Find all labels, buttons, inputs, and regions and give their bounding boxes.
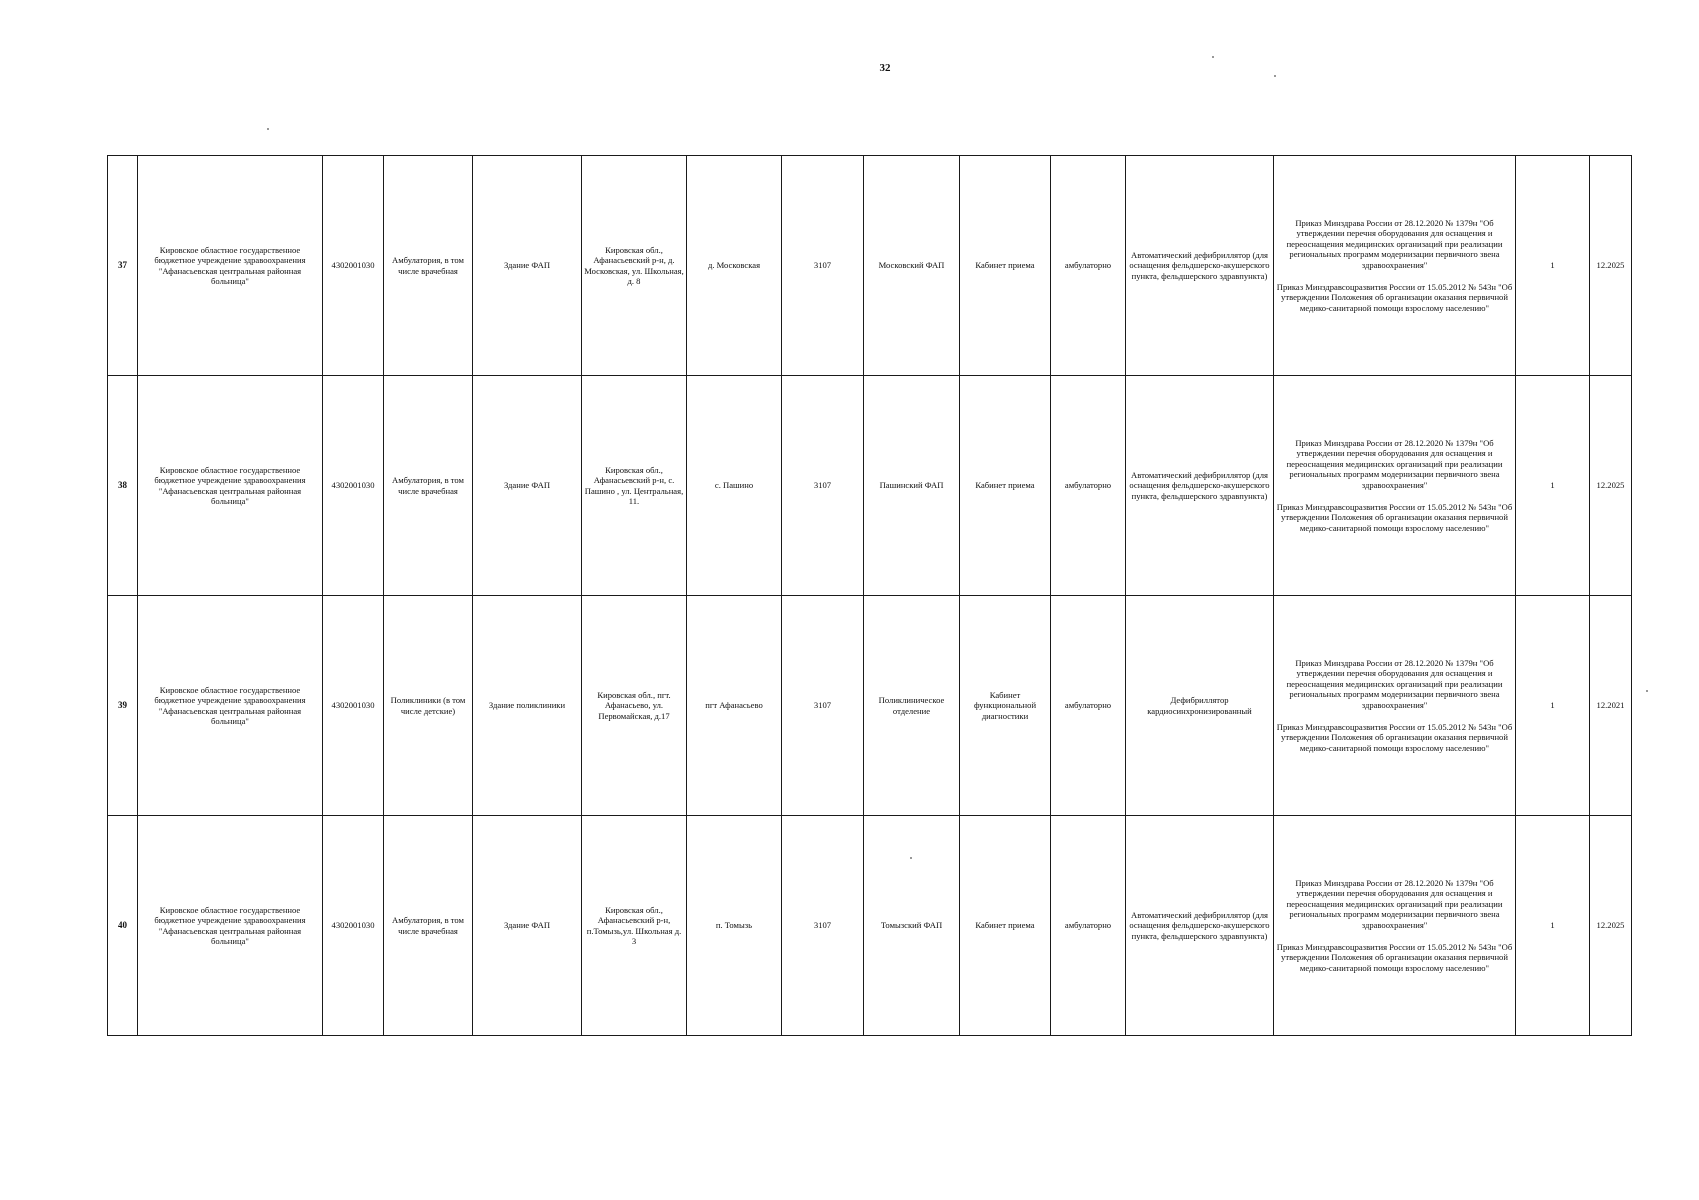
order-543n-text: Приказ Минздравсоцразвития России от 15.05.2012 № 543н "Об утверждении Положения об организации оказания первичной медико-санитарной помощи взрослому населению" [1276,721,1513,753]
scan-speck [1646,690,1648,692]
row-number: 37 [108,156,138,376]
care-condition-cell: амбулаторно [1051,816,1126,1036]
organization-cell: Кировское областное государственное бюджетное учреждение здравоохранения "Афанасьевская центральная районная больница" [138,596,323,816]
room-cell: Кабинет приема [960,156,1051,376]
organization-cell: Кировское областное государственное бюджетное учреждение здравоохранения "Афанасьевская центральная районная больница" [138,816,323,1036]
building-cell: Здание ФАП [473,156,582,376]
locality-cell: с. Пашино [687,376,782,596]
care-condition-cell: амбулаторно [1051,376,1126,596]
equipment-cell: Автоматический дефибриллятор (для оснащения фельдшерско-акушерского пункта, фельдшерского здравпункта) [1126,816,1274,1036]
equipment-cell: Дефибриллятор кардиосинхронизированный [1126,596,1274,816]
order-1379n-text: Приказ Минздрава России от 28.12.2020 № 1379н "Об утверждении перечня оборудования для оснащения и переоснащения медицинских организаций при реализации региональных программ модернизации первичного звена здравоохранения" [1286,437,1503,490]
room-cell: Кабинет приема [960,376,1051,596]
quantity-cell: 1 [1516,816,1590,1036]
facility-type-cell: Амбулатория, в том числе врачебная [384,376,473,596]
order-543n-text: Приказ Минздравсоцразвития России от 15.05.2012 № 543н "Об утверждении Положения об организации оказания первичной медико-санитарной помощи взрослому населению" [1276,501,1513,533]
quantity-cell: 1 [1516,596,1590,816]
documents-cell [1274,376,1516,596]
code-cell: 4302001030 [323,816,384,1036]
order-543n-text: Приказ Минздравсоцразвития России от 15.05.2012 № 543н "Об утверждении Положения об организации оказания первичной медико-санитарной помощи взрослому населению" [1276,281,1513,313]
scan-speck [267,128,269,130]
facility-type-cell: Амбулатория, в том числе врачебная [384,156,473,376]
code-cell: 4302001030 [323,156,384,376]
facility-type-cell: Поликлиники (в том числе детские) [384,596,473,816]
number-code-cell: 3107 [782,816,864,1036]
documents-cell [1274,156,1516,376]
number-code-cell: 3107 [782,376,864,596]
order-1379n-text: Приказ Минздрава России от 28.12.2020 № 1379н "Об утверждении перечня оборудования для оснащения и переоснащения медицинских организаций при реализации региональных программ модернизации первичного звена здравоохранения" [1286,217,1503,270]
room-cell: Кабинет функциональной диагностики [960,596,1051,816]
facility-type-cell: Амбулатория, в том числе врачебная [384,816,473,1036]
date-cell: 12.2025 [1590,156,1632,376]
building-cell: Здание ФАП [473,376,582,596]
address-cell: Кировская обл., пгт. Афанасьево, ул. Первомайская, д.17 [582,596,687,816]
locality-cell: д. Московская [687,156,782,376]
documents-cell [1274,816,1516,1036]
equipment-cell: Автоматический дефибриллятор (для оснащения фельдшерско-акушерского пункта, фельдшерского здравпункта) [1126,376,1274,596]
organization-cell: Кировское областное государственное бюджетное учреждение здравоохранения "Афанасьевская центральная районная больница" [138,156,323,376]
page-number: 32 [879,62,891,74]
number-code-cell: 3107 [782,156,864,376]
organization-cell: Кировское областное государственное бюджетное учреждение здравоохранения "Афанасьевская центральная районная больница" [138,376,323,596]
room-cell: Кабинет приема [960,816,1051,1036]
address-cell: Кировская обл., Афанасьевский р-н, п.Томызь,ул. Школьная д. 3 [582,816,687,1036]
equipment-cell: Автоматический дефибриллятор (для оснащения фельдшерско-акушерского пункта, фельдшерского здравпункта) [1126,156,1274,376]
order-1379n-text: Приказ Минздрава России от 28.12.2020 № 1379н "Об утверждении перечня оборудования для оснащения и переоснащения медицинских организаций при реализации региональных программ модернизации первичного звена здравоохранения" [1286,877,1503,930]
scan-speck [1212,56,1214,58]
number-code-cell: 3107 [782,596,864,816]
order-543n-text: Приказ Минздравсоцразвития России от 15.05.2012 № 543н "Об утверждении Положения об организации оказания первичной медико-санитарной помощи взрослому населению" [1276,941,1513,973]
code-cell: 4302001030 [323,596,384,816]
row-number: 39 [108,596,138,816]
row-number: 40 [108,816,138,1036]
care-condition-cell: амбулаторно [1051,156,1126,376]
equipment-table [107,155,1632,1036]
order-1379n-text: Приказ Минздрава России от 28.12.2020 № 1379н "Об утверждении перечня оборудования для оснащения и переоснащения медицинских организаций при реализации региональных программ модернизации первичного звена здравоохранения" [1286,657,1503,710]
unit-cell: Томызский ФАП [864,816,960,1036]
quantity-cell: 1 [1516,376,1590,596]
care-condition-cell: амбулаторно [1051,596,1126,816]
code-cell: 4302001030 [323,376,384,596]
scan-speck [1274,75,1276,77]
scan-speck [910,857,912,859]
date-cell: 12.2025 [1590,816,1632,1036]
table-row [108,376,1632,596]
date-cell: 12.2025 [1590,376,1632,596]
address-cell: Кировская обл., Афанасьевский р-н, с. Пашино , ул. Центральная, 11. [582,376,687,596]
unit-cell: Пашинский ФАП [864,376,960,596]
table-row [108,596,1632,816]
date-cell: 12.2021 [1590,596,1632,816]
row-number: 38 [108,376,138,596]
table-row [108,816,1632,1036]
quantity-cell: 1 [1516,156,1590,376]
table-row [108,156,1632,376]
documents-cell [1274,596,1516,816]
building-cell: Здание ФАП [473,816,582,1036]
locality-cell: пгт Афанасьево [687,596,782,816]
building-cell: Здание поликлиники [473,596,582,816]
locality-cell: п. Томызь [687,816,782,1036]
unit-cell: Московский ФАП [864,156,960,376]
unit-cell: Поликлиническое отделение [864,596,960,816]
address-cell: Кировская обл., Афанасьевский р-н, д. Московская, ул. Школьная, д. 8 [582,156,687,376]
